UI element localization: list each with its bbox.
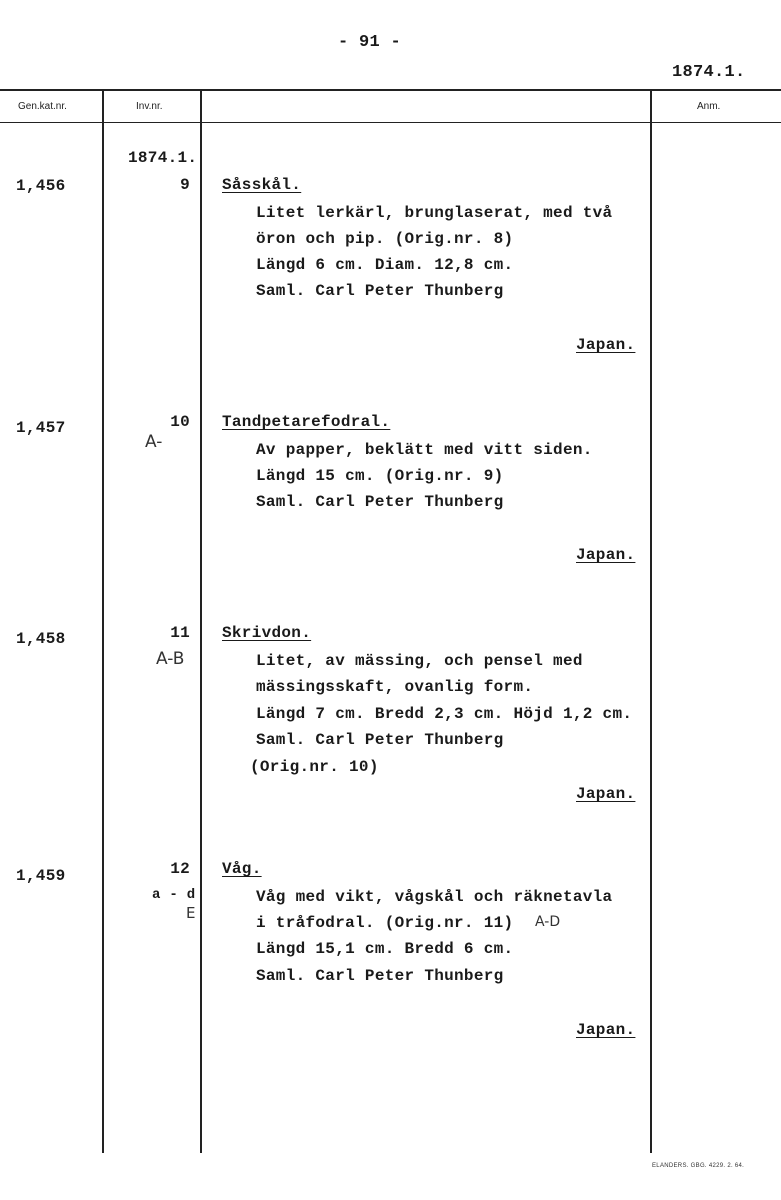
entry-line: Saml. Carl Peter Thunberg (256, 967, 504, 985)
inv-number: 9 (180, 176, 190, 194)
inventory-series: 1874.1. (128, 149, 198, 167)
inv-handwritten-note: a - d (152, 887, 196, 903)
inv-number: 10 (170, 413, 190, 431)
region-label: Japan. (576, 1021, 636, 1039)
entry-handwritten-annotation: A-D (535, 914, 561, 930)
entry-line: i tråfodral. (Orig.nr. 11) (256, 914, 514, 932)
column-header-genkat: Gen.kat.nr. (18, 101, 67, 112)
region-label: Japan. (576, 546, 636, 564)
entry-line: Av papper, beklätt med vitt siden. (256, 441, 593, 459)
entry-line: Längd 7 cm. Bredd 2,3 cm. Höjd 1,2 cm. (256, 705, 633, 723)
entry-line: Saml. Carl Peter Thunberg (256, 731, 504, 749)
entry-title: Tandpetarefodral. (222, 413, 391, 431)
page-number: - 91 - (338, 33, 402, 52)
column-header-inv: Inv.nr. (136, 101, 163, 112)
entry-line: Längd 15,1 cm. Bredd 6 cm. (256, 940, 514, 958)
genkat-number: 1,456 (16, 177, 66, 195)
header-top-rule (0, 89, 781, 91)
column-divider-anm (650, 90, 652, 1153)
printer-imprint: ELANDERS. GBG. 4229. 2. 64. (652, 1163, 745, 1169)
entry-line: mässingsskaft, ovanlig form. (256, 678, 534, 696)
column-divider-inv (200, 90, 202, 1153)
entry-line: Saml. Carl Peter Thunberg (256, 493, 504, 511)
entry-line: Litet, av mässing, och pensel med (256, 652, 583, 670)
entry-line: Saml. Carl Peter Thunberg (256, 282, 504, 300)
entry-title: Såsskål. (222, 176, 302, 194)
genkat-number: 1,459 (16, 867, 66, 885)
region-label: Japan. (576, 336, 636, 354)
genkat-number: 1,457 (16, 419, 66, 437)
header-bottom-rule (0, 122, 781, 123)
entry-line: (Orig.nr. 10) (250, 758, 379, 776)
entry-line: Längd 6 cm. Diam. 12,8 cm. (256, 256, 514, 274)
column-header-anm: Anm. (697, 101, 721, 112)
inv-handwritten-note: A- (145, 432, 163, 452)
inv-number: 12 (170, 860, 190, 878)
region-label: Japan. (576, 785, 636, 803)
year-reference: 1874.1. (672, 63, 746, 82)
entry-title: Skrivdon. (222, 624, 312, 642)
entry-title: Våg. (222, 860, 262, 878)
genkat-number: 1,458 (16, 630, 66, 648)
entry-line: Litet lerkärl, brunglaserat, med två (256, 204, 613, 222)
inv-number: 11 (170, 624, 190, 642)
column-divider-genkat (102, 90, 104, 1153)
entry-line: Längd 15 cm. (Orig.nr. 9) (256, 467, 504, 485)
entry-line: öron och pip. (Orig.nr. 8) (256, 230, 514, 248)
inv-handwritten-note: E (186, 904, 196, 922)
inv-handwritten-note: A-B (156, 649, 185, 669)
entry-line: Våg med vikt, vågskål och räknetavla (256, 888, 613, 906)
